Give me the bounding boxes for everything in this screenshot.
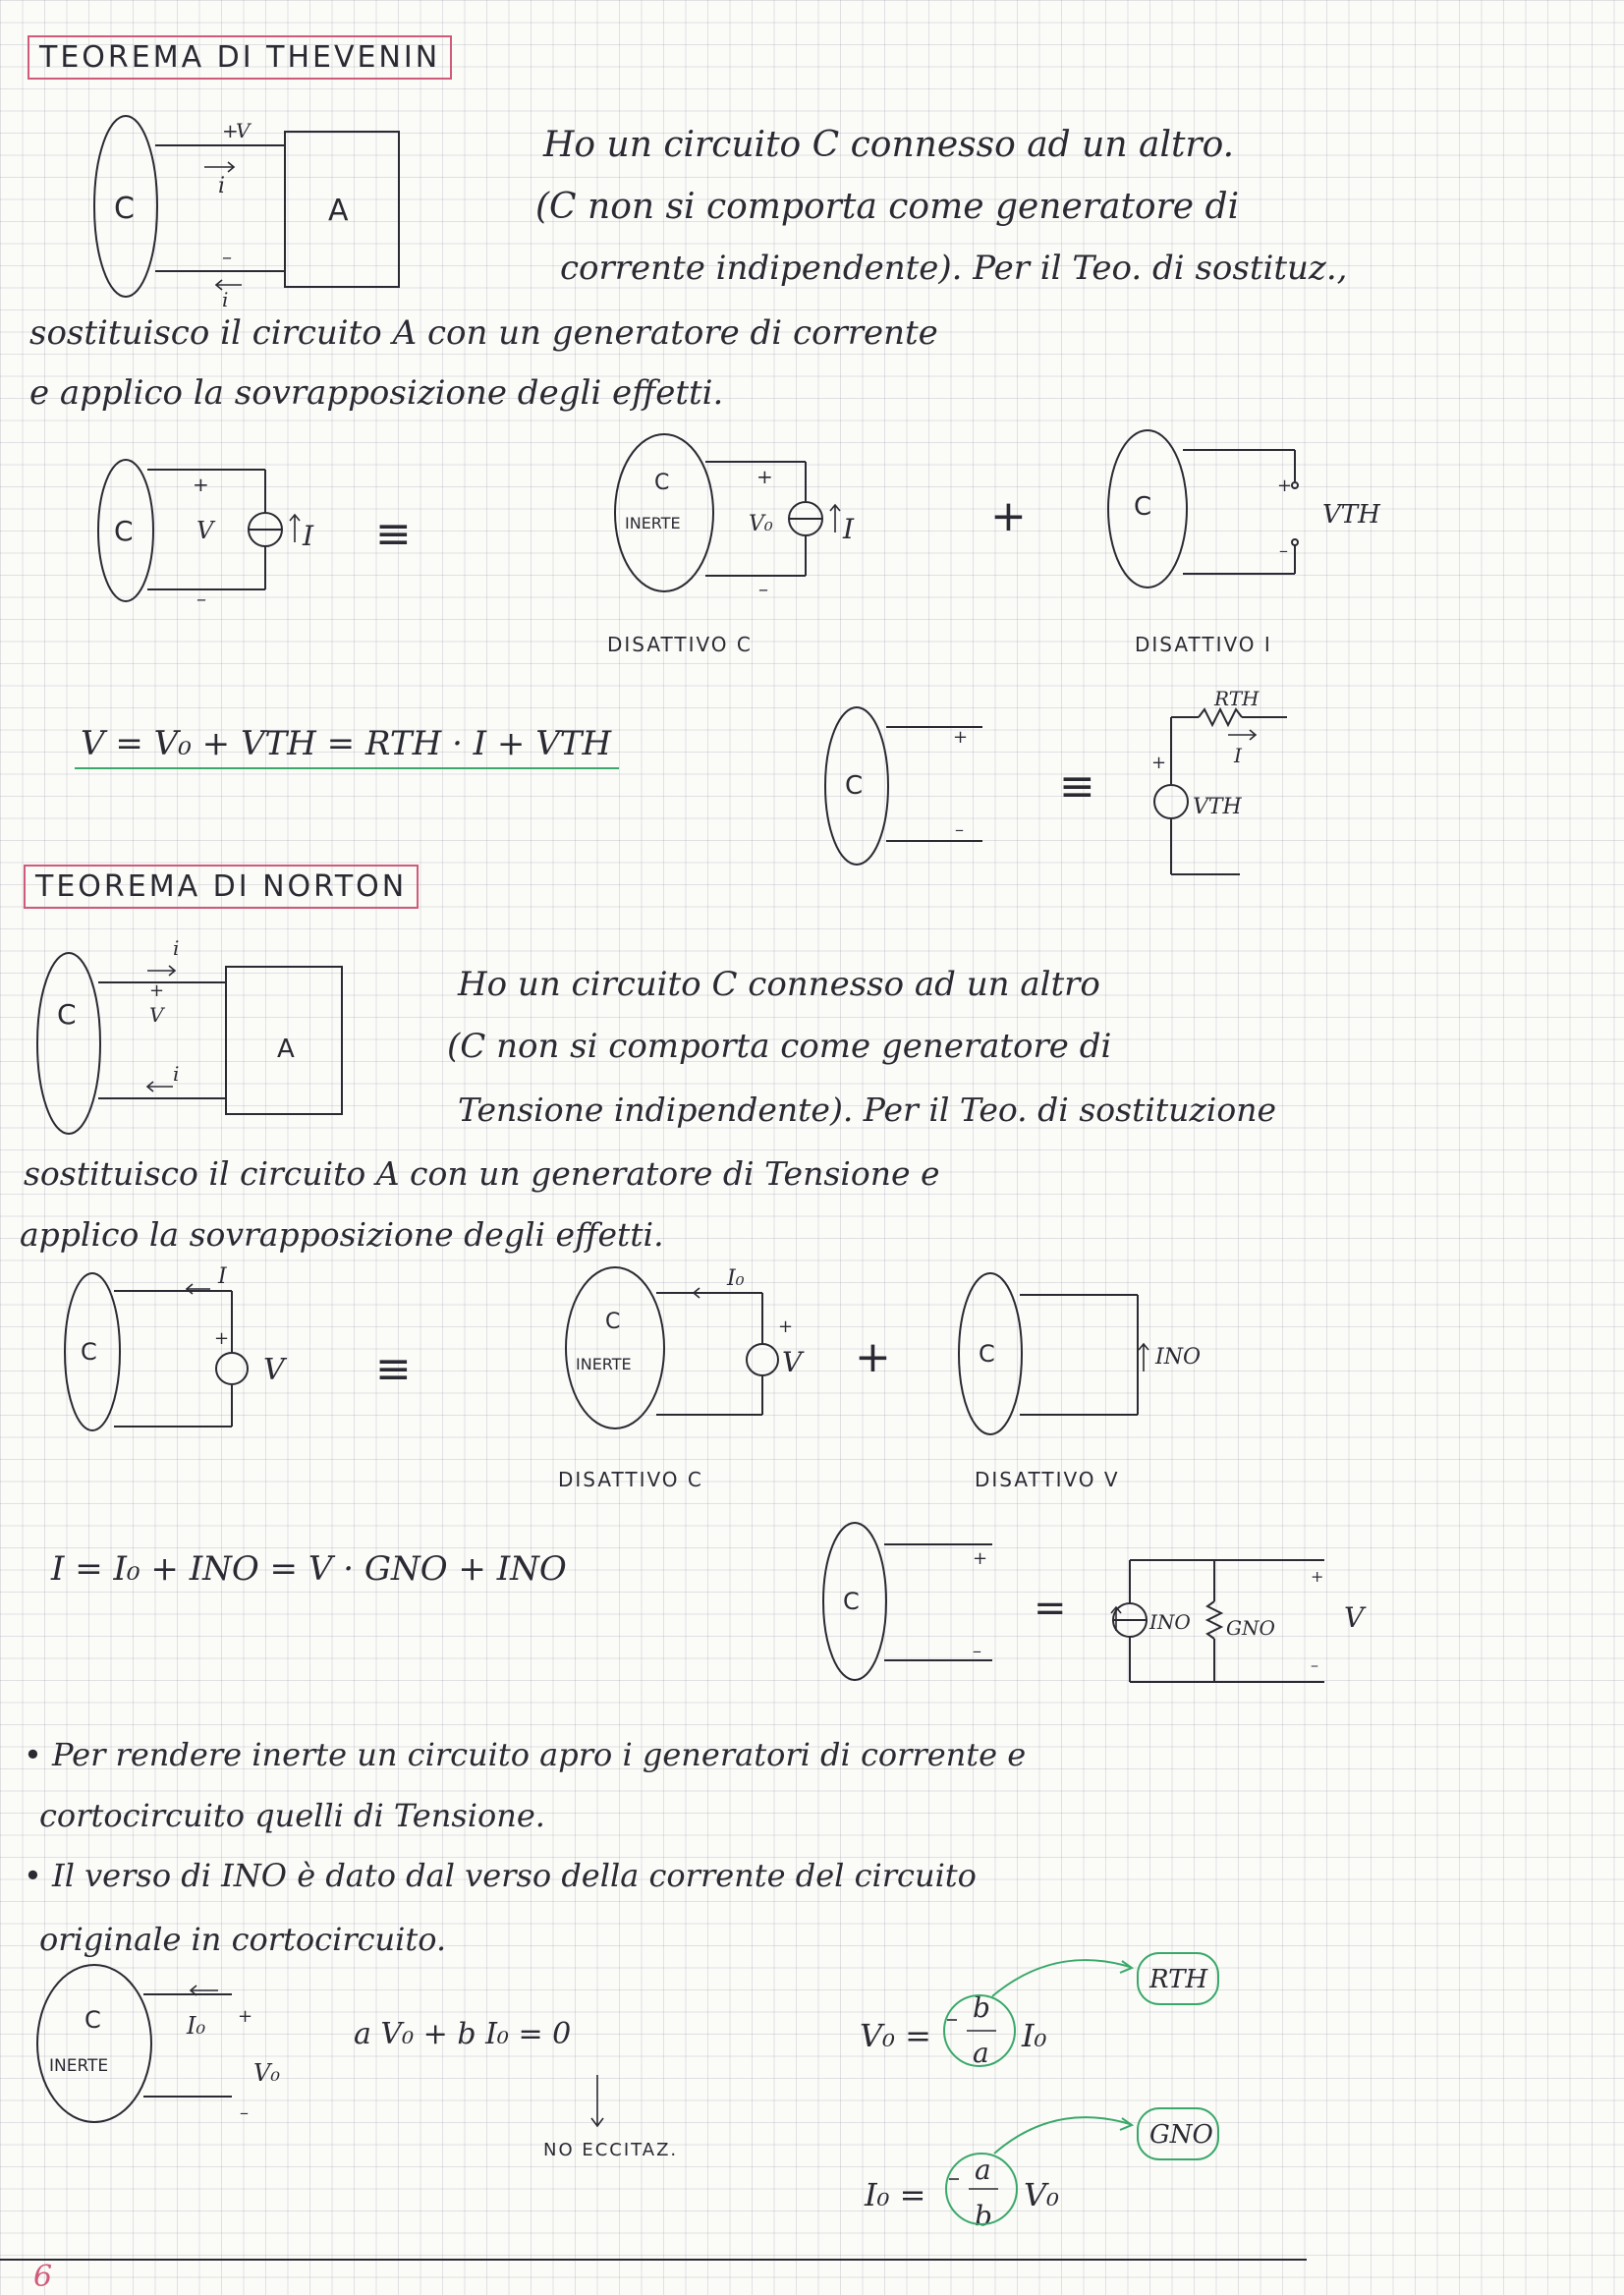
norton-text-line-3: Tensione indipendente). Per il Teo. di sostituzione [458,1091,1276,1129]
norton-c-a-circuit [37,936,342,1134]
label-no-eccitaz: NO ECCITAZ. [543,2140,679,2160]
svg-text:A: A [328,194,349,228]
norton-c-inerte-circuit [566,1266,891,1428]
equation-io-num: a [975,2154,991,2186]
thevenin-text-line-5: e applico la sovrapposizione degli effetti. [29,373,724,413]
svg-text:VTH: VTH [1322,500,1380,530]
svg-text:GNO: GNO [1226,1616,1275,1640]
norton-text-line-2: (C non si comporta come generatore di [447,1027,1112,1066]
equation-a-vo-b-io: a V₀ + b I₀ = 0 [354,2017,572,2051]
svg-text:A: A [277,1035,295,1064]
thevenin-text-line-3: corrente indipendente). Per il Teo. di sostituz., [560,249,1348,288]
thevenin-c-inerte-circuit [615,434,1027,600]
note-bullet-1-line-2: cortocircuito quelli di Tensione. [39,1797,545,1834]
note-bullet-2-line-2: originale in cortocircuito. [39,1921,447,1958]
svg-text:+: + [1311,1567,1324,1586]
svg-text:GNO: GNO [1149,2120,1213,2150]
svg-text:+: + [855,1332,891,1382]
svg-text:–: – [1311,1655,1318,1674]
svg-text:C: C [654,471,670,495]
svg-text:i: i [173,1062,180,1086]
svg-text:–: – [973,1641,981,1661]
label-disattivo-c-1: DISATTIVO C [607,633,753,656]
svg-text:–: – [955,819,964,840]
svg-text:≡: ≡ [375,1344,412,1394]
svg-text:C: C [81,1338,97,1366]
svg-text:RTH: RTH [1214,687,1260,710]
thevenin-c-current-source [98,460,412,610]
svg-text:RTH: RTH [1149,1965,1208,1994]
svg-text:+: + [1151,753,1167,773]
thevenin-equivalent [825,687,1287,874]
svg-text:V₀: V₀ [749,512,773,536]
norton-text-line-1: Ho un circuito C connesso ad un altro [458,965,1100,1004]
equation-io-left: I₀ = [865,2176,926,2213]
equation-vo-num: b [973,1991,990,2024]
svg-text:C: C [114,515,134,547]
norton-text-line-5: applico la sovrapposizione degli effetti. [20,1215,664,1254]
svg-text:VTH: VTH [1193,795,1242,819]
norton-formula: I = I₀ + INO = V · GNO + INO [51,1549,567,1589]
svg-text:=: = [1034,1586,1067,1631]
svg-text:+: + [222,119,239,142]
svg-text:i: i [222,288,229,311]
norton-c-voltage-source [65,1264,412,1430]
svg-text:+: + [238,2006,253,2027]
section-title-norton: TEOREMA DI NORTON [24,865,419,909]
thevenin-text-line-1: Ho un circuito C connesso ad un altro. [543,125,1235,165]
svg-text:+: + [756,465,773,488]
note-bullet-2-line-1: • Il verso di INO è dato dal verso della corrente del circuito [24,1857,977,1894]
label-disattivo-v: DISATTIVO V [975,1468,1120,1491]
svg-text:+: + [1277,476,1293,496]
svg-text:V: V [196,517,214,544]
svg-text:C: C [605,1310,621,1334]
svg-text:I: I [843,513,855,545]
norton-c-short-circuit [959,1273,1201,1434]
thevenin-c-a-circuit [94,116,399,311]
label-disattivo-c-2: DISATTIVO C [558,1468,703,1491]
svg-text:C: C [845,771,864,801]
svg-text:≡: ≡ [1059,761,1095,812]
svg-text:INERTE: INERTE [576,1355,632,1373]
label-disattivo-i: DISATTIVO I [1135,633,1272,656]
svg-text:C: C [57,998,77,1031]
svg-text:C: C [114,192,135,226]
svg-text:–: – [240,2102,249,2123]
svg-text:C: C [843,1588,860,1615]
thevenin-text-line-2: (C non si comporta come generatore di [535,187,1240,227]
svg-text:+: + [778,1316,794,1337]
svg-text:≡: ≡ [375,509,412,559]
svg-text:C: C [979,1340,995,1368]
svg-text:+: + [953,727,969,748]
svg-text:–: – [758,577,768,600]
svg-text:INO: INO [1149,1610,1191,1634]
svg-text:+: + [973,1548,988,1569]
svg-text:–: – [196,587,206,610]
equation-vo-left: V₀ = [860,2017,931,2054]
svg-text:INERTE: INERTE [49,2056,109,2076]
svg-text:i: i [173,936,180,960]
equation-io-right: V₀ [1024,2176,1059,2213]
svg-text:i: i [218,174,226,198]
svg-text:I: I [218,1264,227,1289]
svg-text:C: C [1134,492,1152,522]
norton-text-line-4: sostituisco il circuito A con un generatore di Tensione e [24,1154,940,1193]
svg-text:I₀: I₀ [727,1266,745,1291]
norton-equivalent [823,1523,1367,1682]
svg-text:V: V [263,1353,285,1387]
svg-text:V: V [782,1346,803,1378]
svg-text:I: I [303,520,314,552]
svg-text:INO: INO [1155,1345,1201,1370]
equation-vo-right: I₀ [1022,2017,1047,2054]
svg-text:V₀: V₀ [253,2059,280,2087]
equation-io-den: b [975,2200,992,2232]
thevenin-c-open-circuit [1108,430,1381,588]
svg-text:V: V [236,119,251,142]
svg-text:C: C [84,2006,101,2034]
svg-text:+: + [214,1328,230,1349]
note-bullet-1-line-1: • Per rendere inerte un circuito apro i generatori di corrente e [24,1736,1027,1773]
final-fractions [944,1953,1218,2224]
page-number: 6 [33,2260,53,2294]
svg-text:I: I [1234,744,1242,767]
svg-text:–: – [1279,540,1288,561]
svg-text:V: V [1344,1601,1365,1634]
thevenin-text-line-4: sostituisco il circuito A con un generatore di corrente [29,313,938,353]
svg-text:I₀: I₀ [187,2012,206,2040]
equation-vo-den: a [973,2037,989,2069]
svg-text:V: V [149,1003,164,1027]
final-c-inerte-circuit [37,1965,603,2126]
section-title-thevenin: TEOREMA DI THEVENIN [28,35,452,80]
svg-text:+: + [149,980,165,1001]
svg-text:INERTE: INERTE [625,514,681,532]
svg-text:+: + [990,491,1027,541]
svg-text:+: + [193,473,209,496]
thevenin-formula: V = V₀ + VTH = RTH · I + VTH [81,724,612,763]
svg-text:–: – [222,245,232,268]
